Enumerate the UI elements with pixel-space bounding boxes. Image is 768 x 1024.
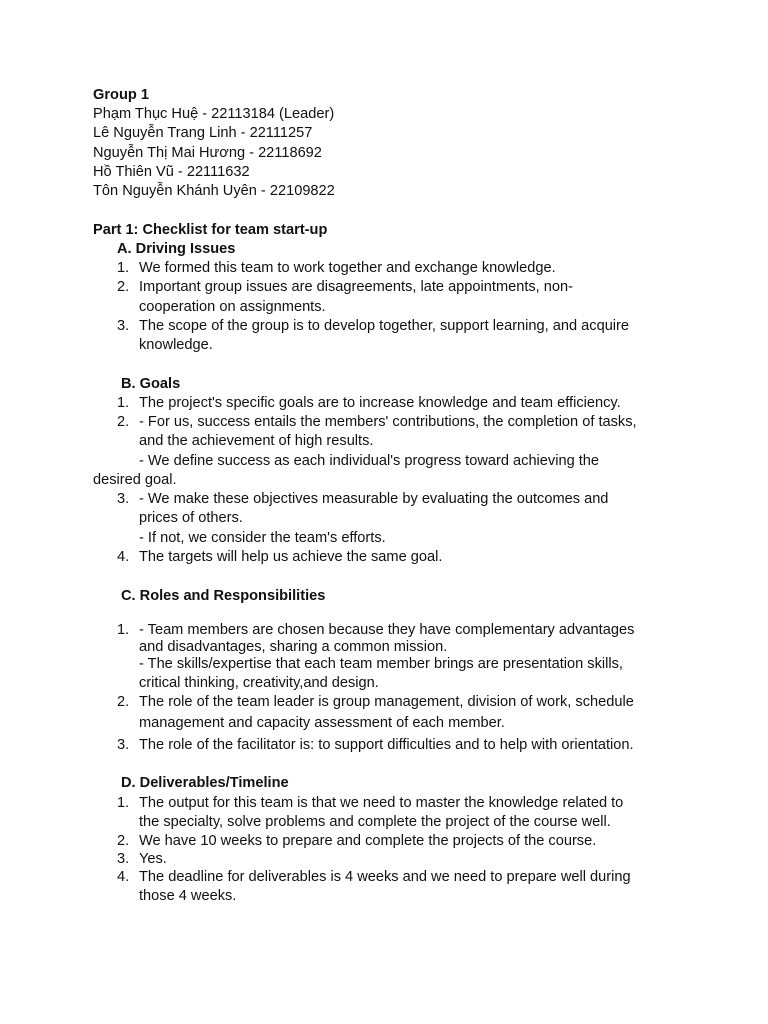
list-item-text: The project's specific goals are to increase knowledge and team efficiency.	[139, 395, 621, 411]
list-number: 2.	[117, 279, 130, 295]
list-number: 1.	[117, 622, 130, 638]
list-item-text: The deadline for deliverables is 4 weeks and we need to prepare well during	[139, 869, 631, 885]
list-number: 2.	[117, 694, 130, 710]
list-item-text: - We define success as each individual's progress toward achieving the	[139, 453, 600, 469]
list-item-text: desired goal.	[93, 472, 177, 488]
list-item-text: - For us, success entails the members' contributions, the completion of tasks,	[139, 414, 637, 430]
list-number: 3.	[117, 491, 130, 507]
list-item-text: The role of the facilitator is: to support difficulties and to help with orientation.	[139, 737, 634, 753]
list-number: 3.	[117, 737, 130, 753]
section-heading: A. Driving Issues	[117, 241, 236, 257]
list-item-text: - We make these objectives measurable by evaluating the outcomes and	[139, 491, 609, 507]
list-item-text: knowledge.	[139, 337, 213, 353]
list-item-text: - The skills/expertise that each team member brings are presentation skills,	[139, 656, 623, 672]
list-number: 2.	[117, 833, 130, 849]
list-item-text: Important group issues are disagreements, late appointments, non-	[139, 279, 574, 295]
list-item-text: The output for this team is that we need to master the knowledge related to	[139, 795, 624, 811]
list-item-text: The role of the team leader is group management, division of work, schedule	[139, 694, 634, 710]
list-item-text: The targets will help us achieve the same goal.	[139, 549, 443, 565]
list-item-text: critical thinking, creativity,and design.	[139, 675, 379, 691]
member-line: Tôn Nguyễn Khánh Uyên - 22109822	[93, 183, 335, 199]
member-line: Phạm Thục Huệ - 22113184 (Leader)	[93, 106, 335, 122]
list-item-text: the specialty, solve problems and complete the project of the course well.	[139, 814, 611, 830]
list-item-text: - If not, we consider the team's efforts.	[139, 530, 386, 546]
list-item-text: We have 10 weeks to prepare and complete the projects of the course.	[139, 833, 597, 849]
section-heading: C. Roles and Responsibilities	[121, 588, 326, 604]
list-number: 4.	[117, 549, 130, 565]
member-line: Lê Nguyễn Trang Linh - 22111257	[93, 125, 313, 141]
section-heading: B. Goals	[121, 376, 181, 392]
list-number: 1.	[117, 795, 130, 811]
list-item-text: - Team members are chosen because they have complementary advantages	[139, 622, 635, 638]
group-title: Group 1	[93, 87, 149, 103]
section-heading: D. Deliverables/Timeline	[121, 775, 289, 791]
list-item-text: We formed this team to work together and exchange knowledge.	[139, 260, 556, 276]
list-number: 3.	[117, 851, 130, 867]
list-item-text: cooperation on assignments.	[139, 299, 326, 315]
list-item-text: those 4 weeks.	[139, 888, 237, 904]
list-number: 1.	[117, 260, 130, 276]
list-item-text: and disadvantages, sharing a common mission.	[139, 639, 448, 655]
list-item-text: Yes.	[139, 851, 167, 867]
list-item-text: The scope of the group is to develop together, support learning, and acquire	[139, 318, 630, 334]
list-number: 2.	[117, 414, 130, 430]
member-line: Nguyễn Thị Mai Hương - 22118692	[93, 145, 322, 161]
list-number: 3.	[117, 318, 130, 334]
member-line: Hồ Thiên Vũ - 22111632	[93, 164, 250, 180]
list-item-text: and the achievement of high results.	[139, 433, 374, 449]
list-number: 1.	[117, 395, 130, 411]
part-title: Part 1: Checklist for team start-up	[93, 222, 328, 238]
list-item-text: prices of others.	[139, 510, 243, 526]
list-number: 4.	[117, 869, 130, 885]
list-item-text: management and capacity assessment of each member.	[139, 715, 505, 731]
